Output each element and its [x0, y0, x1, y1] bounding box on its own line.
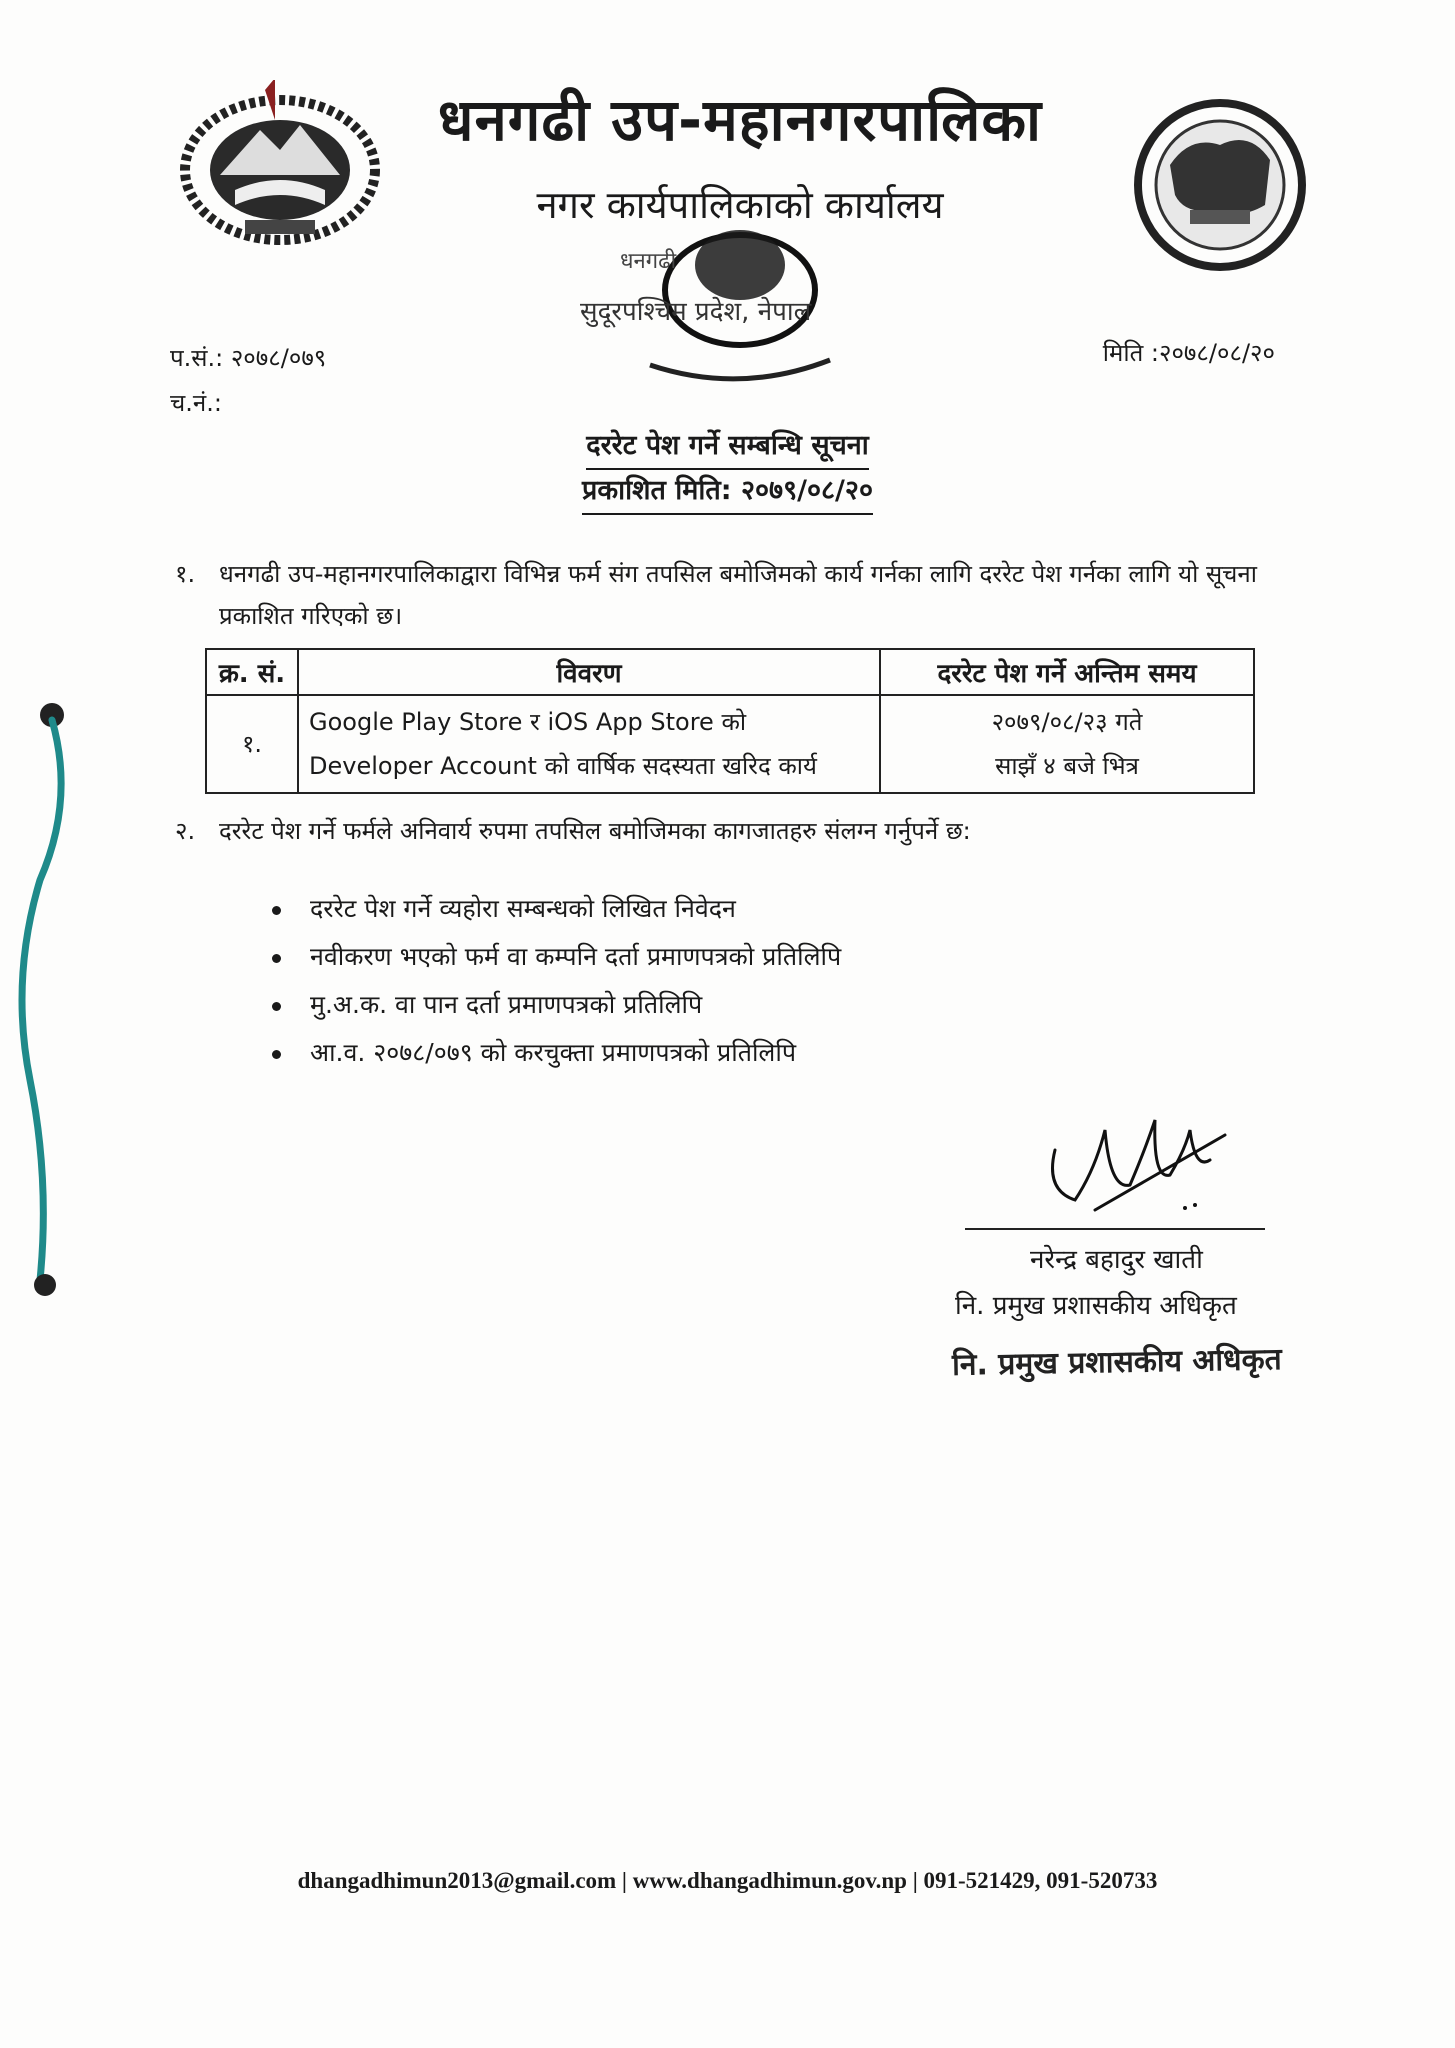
list-item: आ.व. २०७८/०७९ को करचुक्ता प्रमाणपत्रको प्रतिलिपि	[300, 1029, 841, 1077]
signature-icon	[1035, 1090, 1235, 1230]
paragraph-1-number: १.	[175, 560, 196, 588]
list-item: नवीकरण भएको फर्म वा कम्पनि दर्ता प्रमाणपत्रको प्रतिलिपि	[300, 933, 841, 981]
paragraph-2	[175, 810, 1285, 852]
notice-title: दररेट पेश गर्ने सम्बन्धि सूचना	[586, 425, 868, 470]
signature-line	[965, 1228, 1265, 1230]
required-documents-list	[300, 885, 841, 1077]
deadline-date: २०७९/०८/२३ गते	[991, 708, 1143, 736]
table-header-row	[206, 649, 1254, 695]
list-item: मु.अ.क. वा पान दर्ता प्रमाणपत्रको प्रतिलिपि	[300, 981, 841, 1029]
signatory-stamp: नि. प्रमुख प्रशासकीय अधिकृत	[951, 1342, 1283, 1383]
binding-string-icon	[0, 680, 90, 1330]
table-row	[206, 695, 1254, 793]
column-header-sn: क्र. सं.	[206, 649, 298, 695]
municipality-logo-icon	[1130, 95, 1310, 275]
notice-heading	[0, 425, 1455, 515]
letter-date: मिति :२०७८/०८/२०	[1102, 339, 1275, 367]
stamp-line-2: सुदूरपश्चिम प्रदेश, नेपाल	[580, 297, 812, 327]
cell-deadline	[880, 695, 1254, 793]
office-subtitle: नगर कार्यपालिकाको कार्यालय	[536, 183, 944, 227]
paragraph-2-text: दररेट पेश गर्ने फर्मले अनिवार्य रुपमा तपसिल बमोजिमका कागजातहरु संलग्न गर्नुपर्ने छ:	[219, 817, 971, 845]
cell-description: Google Play Store र iOS App Store को Developer Account को वार्षिक सदस्यता खरिद कार्य	[298, 695, 880, 793]
paragraph-1-text: धनगढी उप-महानगरपालिकाद्वारा विभिन्न फर्म संग तपसिल बमोजिमको कार्य गर्नका लागि दररेट पेश गर्नका लागि यो सूचना प्रकाशित गरिएको छ।	[219, 560, 1257, 630]
reference-number: प.सं.: २०७८/०७९	[170, 344, 327, 372]
reference-block	[170, 336, 326, 426]
paragraph-2-number: २.	[175, 817, 196, 845]
office-name: धनगढी उप-महानगरपालिका	[437, 86, 1043, 154]
signatory-name: नरेन्द्र बहादुर खाती	[1030, 1245, 1203, 1275]
deadline-time: साझँ ४ बजे भित्र	[995, 752, 1139, 780]
cell-sn: १.	[206, 695, 298, 793]
list-item: दररेट पेश गर्ने व्यहोरा सम्बन्धको लिखित निवेदन	[300, 885, 841, 933]
column-header-description: विवरण	[298, 649, 880, 695]
notice-published-date: प्रकाशित मिति: २०७९/०८/२०	[582, 470, 873, 515]
footer-contact: dhangadhimun2013@gmail.com | www.dhangadhimun.gov.np | 091-521429, 091-520733	[297, 1868, 1158, 1893]
nepal-emblem-icon	[175, 80, 385, 250]
column-header-deadline: दररेट पेश गर्ने अन्तिम समय	[880, 649, 1254, 695]
tender-table	[205, 648, 1255, 794]
dispatch-number: च.नं.:	[170, 389, 222, 417]
paragraph-1	[175, 553, 1285, 637]
signatory-title: नि. प्रमुख प्रशासकीय अधिकृत	[955, 1291, 1237, 1321]
stamp-line-1: धनगढी	[620, 249, 677, 274]
